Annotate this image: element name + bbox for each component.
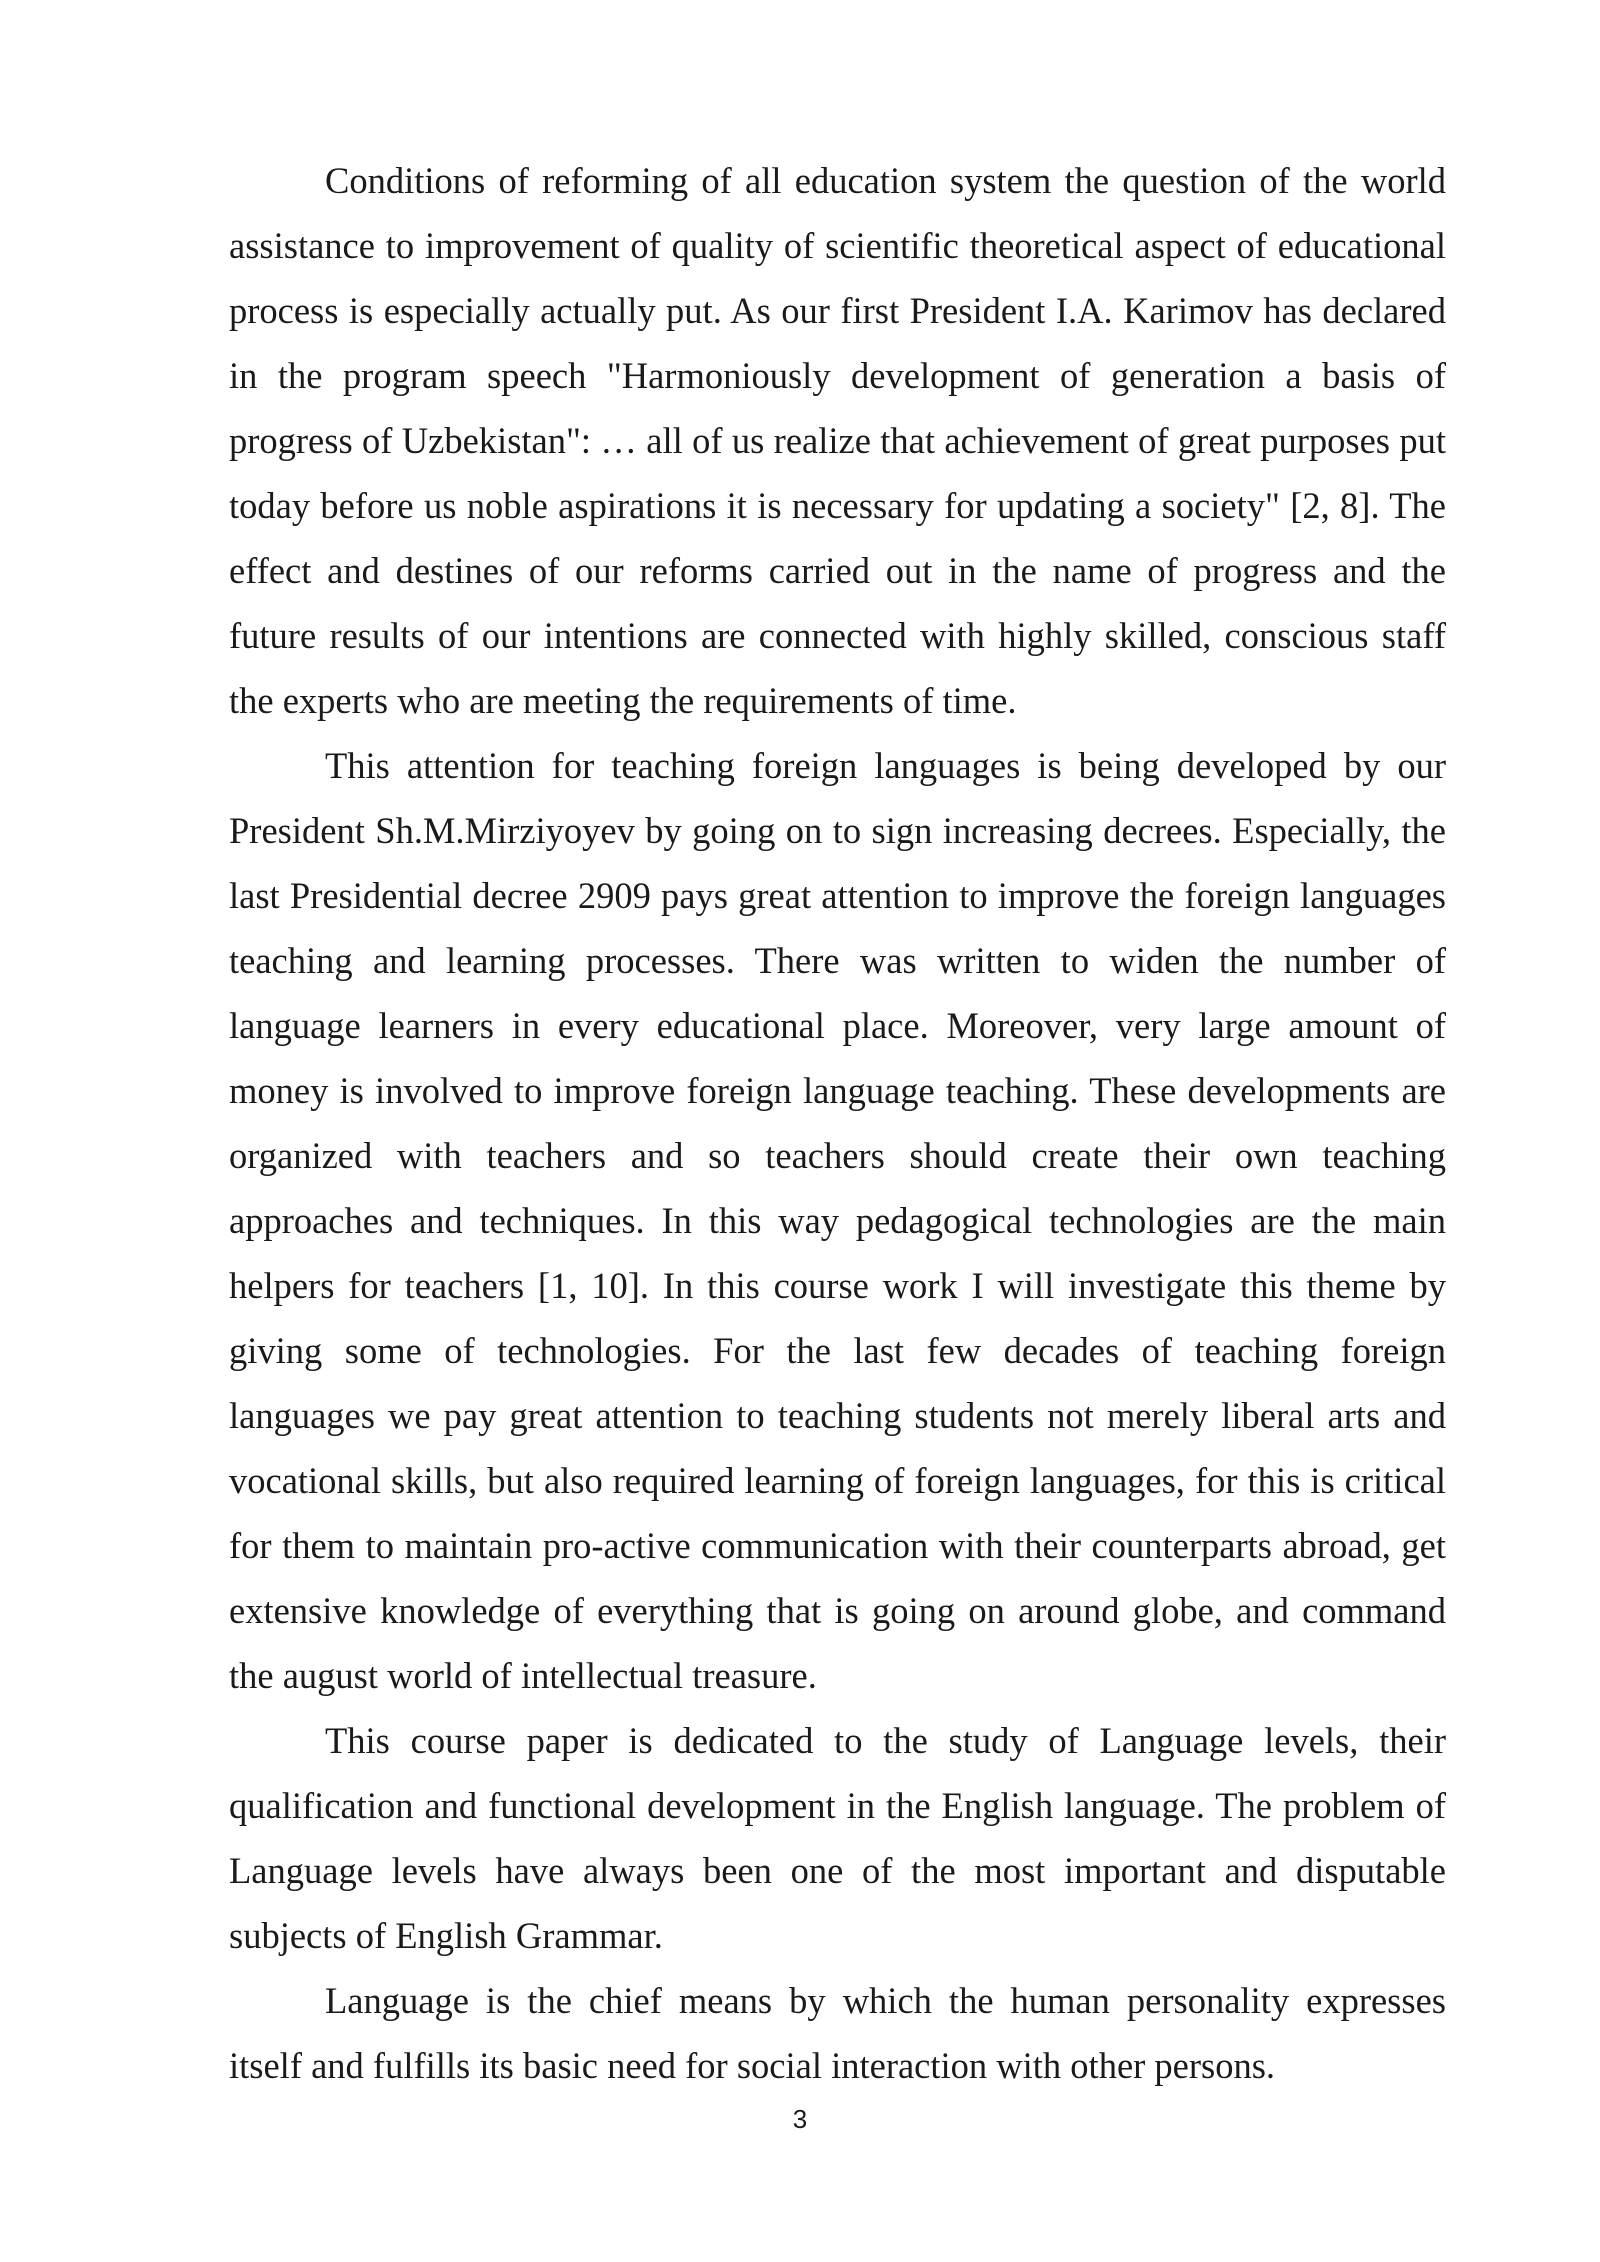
paragraph-foreign-language-teaching: This attention for teaching foreign languages is being developed by our President Sh.M.Mirziyoyev by going on to sign increasing decrees. Especially, the last Presidential decree 2909 pays great attention to improve the foreign languages teaching and learning processes. There was written to widen the number of language learners in every educational place. Moreover, very large amount of money is involved to improve foreign language teaching. These developments are organized with teachers and so teachers should create their own teaching approaches and techniques. In this way pedagogical technologies are the main helpers for teachers [1, 10]. In this course work I will investigate this theme by giving some of technologies. For the last few decades of teaching foreign languages we pay great attention to teaching students not merely liberal arts and vocational skills, but also required learning of foreign languages, for this is critical for them to maintain pro-active communication with their counterparts abroad, get extensive knowledge of everything that is going on around globe, and command the august world of intellectual treasure. [229,745,1446,1696]
paragraph-reform-conditions: Conditions of reforming of all education system the question of the world assistance to improvement of quality of scientific theoretical aspect of educational process is especially actually put. As our first President I.A. Karimov has declared in the program speech "Harmoniously development of generation a basis of progress of Uzbekistan": … all of us realize that achievement of great purposes put today before us noble aspirations it is necessary for updating a society" [2, 8]. The effect and destines of our reforms carried out in the name of progress and the future results of our intentions are connected with highly skilled, conscious staff the experts who are meeting the requirements of time. [229,160,1446,721]
body-text [229,148,1446,2098]
paragraph-course-paper-purpose: This course paper is dedicated to the study of Language levels, their qualification and functional development in the English language. The problem of Language levels have always been one of the most important and disputable subjects of English Grammar. [229,1720,1446,1956]
page-number: 3 [792,2104,808,2134]
paragraph-language-definition: Language is the chief means by which the human personality expresses itself and fulfills its basic need for social interaction with other persons. [229,1980,1446,2086]
